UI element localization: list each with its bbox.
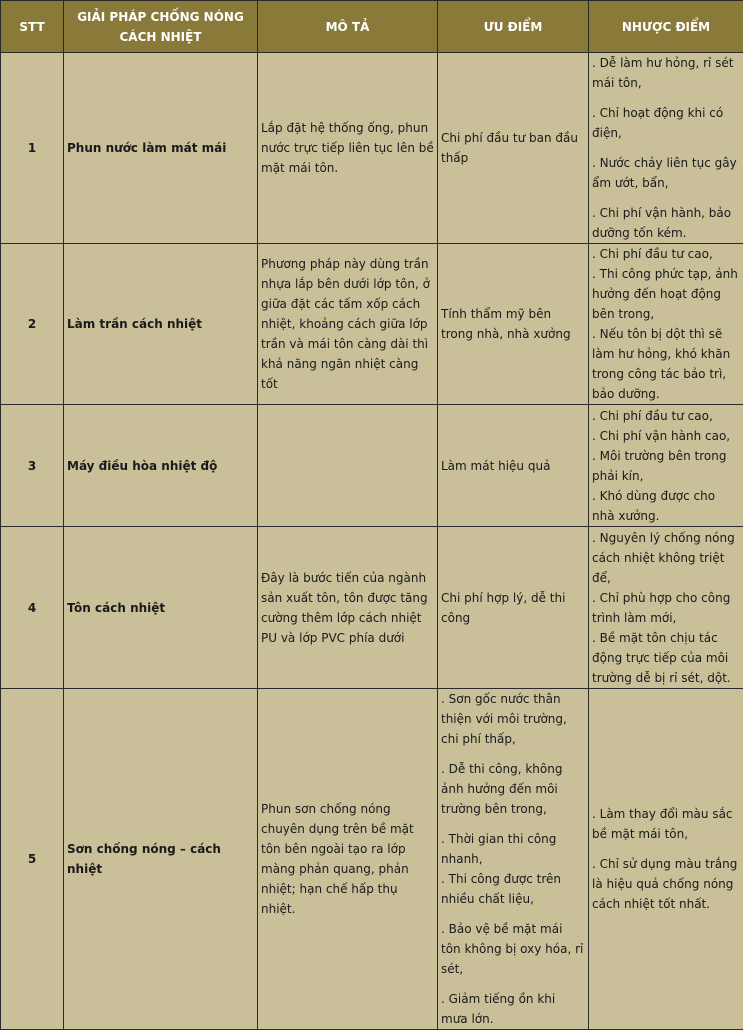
header-nhuoc-diem: NHƯỢC ĐIỂM <box>589 1 743 53</box>
cell-giai-phap: Phun nước làm mát mái <box>64 53 258 244</box>
table-row <box>1 527 743 689</box>
cell-mo-ta <box>258 405 438 527</box>
cell-nhuoc-diem <box>589 53 743 244</box>
table-row <box>1 53 743 244</box>
cell-line: . Chi phí vận hành cao, <box>592 426 740 446</box>
cell-line: . Nguyên lý chống nóng cách nhiệt không triệt để, <box>592 528 740 588</box>
cell-line: . Chỉ sử dụng màu trắng là hiệu quả chống nóng cách nhiệt tốt nhất. <box>592 854 740 914</box>
cell-line: . Bề mặt tôn chịu tác động trực tiếp của môi trường dễ bị rỉ sét, dột. <box>592 628 740 688</box>
cell-stt: 3 <box>1 405 64 527</box>
table-row <box>1 405 743 527</box>
cell-uu-diem <box>438 527 589 689</box>
cell-nhuoc-diem <box>589 689 743 1030</box>
cell-nhuoc-diem <box>589 405 743 527</box>
cell-line: Chi phí hợp lý, dễ thi công <box>441 588 585 628</box>
header-row <box>1 1 743 53</box>
header-giai-phap: GIẢI PHÁP CHỐNG NÓNG CÁCH NHIỆT <box>64 1 258 53</box>
cell-mo-ta: Phương pháp này dùng trần nhựa lắp bên dưới lớp tôn, ở giữa đặt các tấm xốp cách nhiệt, khoảng cách giữa lớp trần và mái tôn càng dài thì khả năng ngăn nhiệt càng tốt <box>258 244 438 405</box>
cell-uu-diem <box>438 244 589 405</box>
cell-line: . Sơn gốc nước thân thiện với môi trường, chi phí thấp, <box>441 689 585 749</box>
table-body <box>1 53 743 1030</box>
cell-uu-diem <box>438 405 589 527</box>
cell-line: . Chi phí vận hành, bảo dưỡng tốn kém. <box>592 203 740 243</box>
cell-line: . Nếu tôn bị dột thì sẽ làm hư hỏng, khó khăn trong công tác bảo trì, bảo dưỡng. <box>592 324 740 404</box>
cell-mo-ta: Đây là bước tiến của ngành sản xuất tôn, tôn được tăng cường thêm lớp cách nhiệt PU và lớp PVC phía dưới <box>258 527 438 689</box>
cell-line: . Bảo vệ bề mặt mái tôn không bị oxy hóa, rỉ sét, <box>441 919 585 979</box>
cell-giai-phap: Tôn cách nhiệt <box>64 527 258 689</box>
table-row <box>1 244 743 405</box>
cell-giai-phap: Máy điều hòa nhiệt độ <box>64 405 258 527</box>
cell-line: . Khó dùng được cho nhà xưởng. <box>592 486 740 526</box>
cell-line: Chi phí đầu tư ban đầu thấp <box>441 128 585 168</box>
line-gap <box>441 979 585 989</box>
cell-nhuoc-diem <box>589 244 743 405</box>
line-gap <box>592 143 740 153</box>
cell-line: Tính thẩm mỹ bên trong nhà, nhà xưởng <box>441 304 585 344</box>
header-stt: STT <box>1 1 64 53</box>
cell-line: . Nước chảy liên tục gây ẩm ướt, bẩn, <box>592 153 740 193</box>
cell-giai-phap: Làm trần cách nhiệt <box>64 244 258 405</box>
cell-line: . Môi trường bên trong phải kín, <box>592 446 740 486</box>
cell-uu-diem <box>438 53 589 244</box>
cell-mo-ta: Lắp đặt hệ thống ống, phun nước trực tiếp liên tục lên bề mặt mái tôn. <box>258 53 438 244</box>
cell-giai-phap: Sơn chống nóng – cách nhiệt <box>64 689 258 1030</box>
cell-line: . Chỉ phù hợp cho công trình làm mới, <box>592 588 740 628</box>
cell-line: . Làm thay đổi màu sắc bề mặt mái tôn, <box>592 804 740 844</box>
header-mo-ta: MÔ TẢ <box>258 1 438 53</box>
line-gap <box>441 819 585 829</box>
cell-line: . Chi phí đầu tư cao, <box>592 406 740 426</box>
cell-line: . Chỉ hoạt động khi có điện, <box>592 103 740 143</box>
line-gap <box>592 193 740 203</box>
cell-line: . Thời gian thi công nhanh, <box>441 829 585 869</box>
cell-line: . Chi phí đầu tư cao, <box>592 244 740 264</box>
cell-nhuoc-diem <box>589 527 743 689</box>
table-row <box>1 689 743 1030</box>
cell-stt: 2 <box>1 244 64 405</box>
cell-stt: 4 <box>1 527 64 689</box>
cell-uu-diem <box>438 689 589 1030</box>
cell-line: . Thi công được trên nhiều chất liệu, <box>441 869 585 909</box>
cell-stt: 5 <box>1 689 64 1030</box>
cell-line: . Thi công phức tạp, ảnh hưởng đến hoạt động bên trong, <box>592 264 740 324</box>
cell-mo-ta: Phun sơn chống nóng chuyên dụng trên bề mặt tôn bên ngoài tạo ra lớp màng phản quang, phản nhiệt; hạn chế hấp thụ nhiệt. <box>258 689 438 1030</box>
cell-line: . Giảm tiếng ồn khi mưa lớn. <box>441 989 585 1029</box>
cell-line: Làm mát hiệu quả <box>441 456 585 476</box>
cell-line: . Dễ làm hư hỏng, rỉ sét mái tôn, <box>592 53 740 93</box>
header-uu-diem: ƯU ĐIỂM <box>438 1 589 53</box>
line-gap <box>441 909 585 919</box>
cell-stt: 1 <box>1 53 64 244</box>
line-gap <box>441 749 585 759</box>
cell-line: . Dễ thi công, không ảnh hưởng đến môi trường bên trong, <box>441 759 585 819</box>
line-gap <box>592 93 740 103</box>
line-gap <box>592 844 740 854</box>
